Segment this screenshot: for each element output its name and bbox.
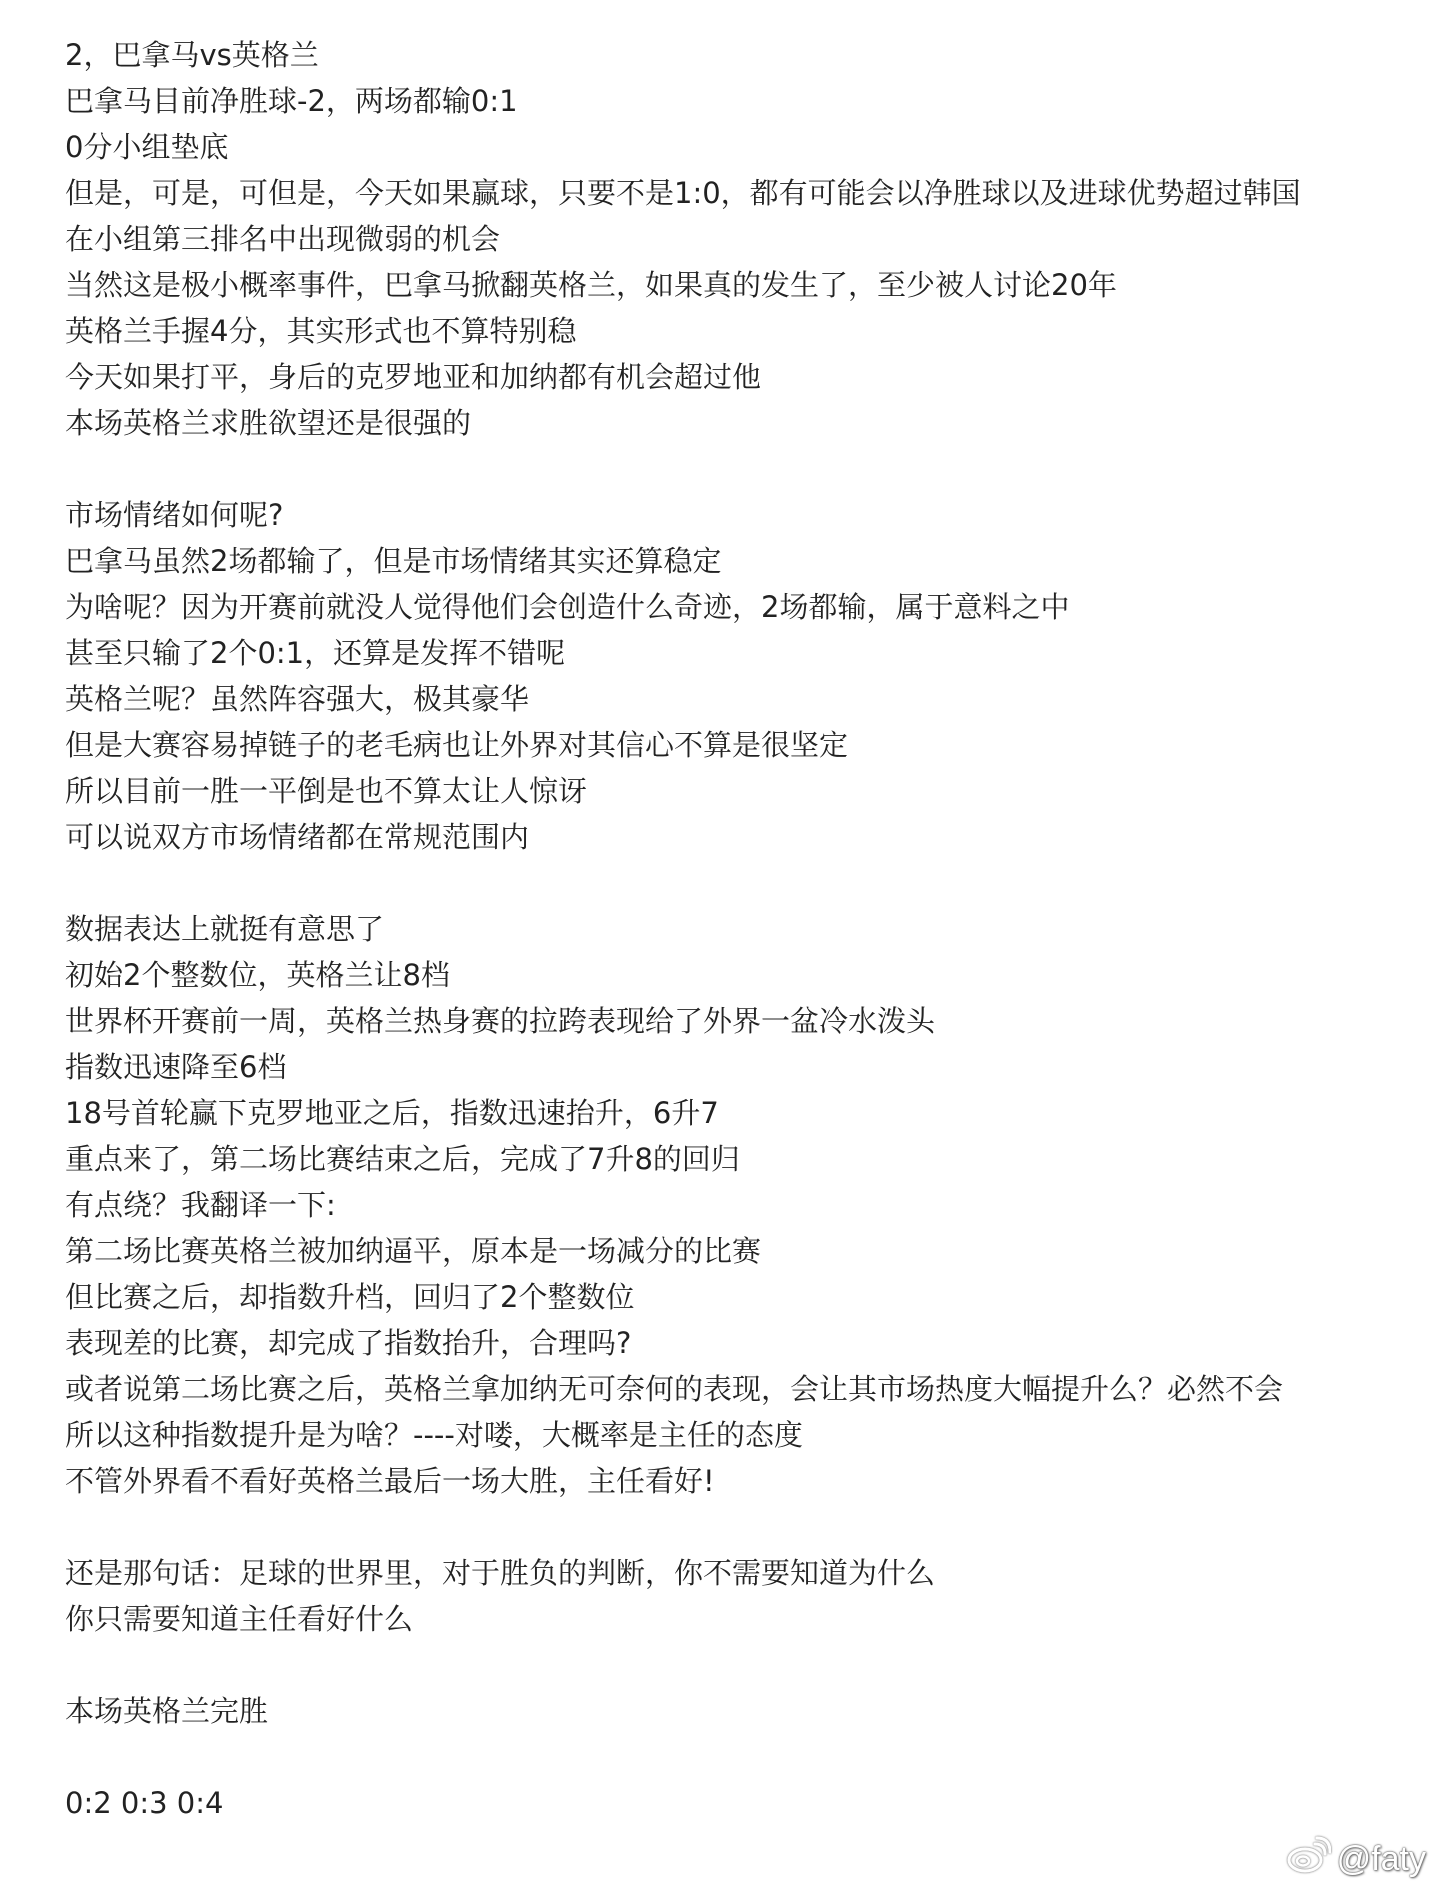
text-line: 本场英格兰求胜欲望还是很强的 [65,406,472,440]
weibo-icon [1287,1836,1331,1883]
paragraph-5 [65,1688,1405,1734]
paragraph-4 [65,1550,1405,1642]
text-line: 第二场比赛英格兰被加纳逼平，原本是一场减分的比赛 [65,1234,762,1268]
text-line: 今天如果打平，身后的克罗地亚和加纳都有机会超过他 [65,360,762,394]
text-line: 你只需要知道主任看好什么 [65,1602,414,1636]
paragraph-gap [65,860,1405,906]
text-line: 指数迅速降至6档 [65,1050,287,1084]
paragraph-gap [65,1734,1405,1780]
text-line: 有点绕？我翻译一下: [65,1188,336,1222]
text-line: 为啥呢？因为开赛前就没人觉得他们会创造什么奇迹，2场都输，属于意料之中 [65,590,1070,624]
text-line: 但是大赛容易掉链子的老毛病也让外界对其信心不算是很坚定 [65,728,849,762]
text-line: 英格兰手握4分，其实形式也不算特别稳 [65,314,577,348]
post-body [65,32,1405,1826]
text-line: 甚至只输了2个0:1，还算是发挥不错呢 [65,636,566,670]
paragraph-3 [65,906,1405,1504]
text-line: 可以说双方市场情绪都在常规范围内 [65,820,530,854]
text-line: 2，巴拿马vs英格兰 [65,38,319,72]
text-line: 本场英格兰完胜 [65,1694,269,1728]
text-line: 重点来了，第二场比赛结束之后，完成了7升8的回归 [65,1142,740,1176]
paragraph-1 [65,32,1405,446]
text-line: 表现差的比赛，却完成了指数抬升，合理吗? [65,1326,632,1360]
text-line: 所以目前一胜一平倒是也不算太让人惊讶 [65,774,588,808]
text-line: 在小组第三排名中出现微弱的机会 [65,222,501,256]
text-line: 初始2个整数位，英格兰让8档 [65,958,450,992]
text-line: 市场情绪如何呢? [65,498,284,532]
text-line: 不管外界看不看好英格兰最后一场大胜，主任看好! [65,1464,715,1498]
text-line: 18号首轮赢下克罗地亚之后，指数迅速抬升，6升7 [65,1096,719,1130]
paragraph-gap [65,1642,1405,1688]
text-line: 所以这种指数提升是为啥？----对喽，大概率是主任的态度 [65,1418,803,1452]
text-line: 数据表达上就挺有意思了 [65,912,385,946]
paragraph-6 [65,1780,1405,1826]
text-line: 0分小组垫底 [65,130,229,164]
paragraph-gap [65,1504,1405,1550]
text-line: 巴拿马虽然2场都输了，但是市场情绪其实还算稳定 [65,544,722,578]
paragraph-gap [65,446,1405,492]
text-line: 英格兰呢？虽然阵容强大，极其豪华 [65,682,530,716]
paragraph-2 [65,492,1405,860]
text-line: 巴拿马目前净胜球-2，两场都输0:1 [65,84,518,118]
text-line: 世界杯开赛前一周，英格兰热身赛的拉跨表现给了外界一盆冷水泼头 [65,1004,936,1038]
text-line: 但比赛之后，却指数升档，回归了2个整数位 [65,1280,635,1314]
text-line: 但是，可是，可但是，今天如果赢球，只要不是1:0，都有可能会以净胜球以及进球优势超过韩国 [65,176,1301,210]
text-line: 当然这是极小概率事件，巴拿马掀翻英格兰，如果真的发生了，至少被人讨论20年 [65,268,1117,302]
watermark-text: @faty [1336,1840,1426,1878]
text-line: 还是那句话：足球的世界里，对于胜负的判断，你不需要知道为什么 [65,1556,936,1590]
watermark [1287,1836,1426,1883]
text-line: 0:2 0:3 0:4 [65,1786,224,1820]
text-line: 或者说第二场比赛之后，英格兰拿加纳无可奈何的表现，会让其市场热度大幅提升么？必然不会 [65,1372,1284,1406]
